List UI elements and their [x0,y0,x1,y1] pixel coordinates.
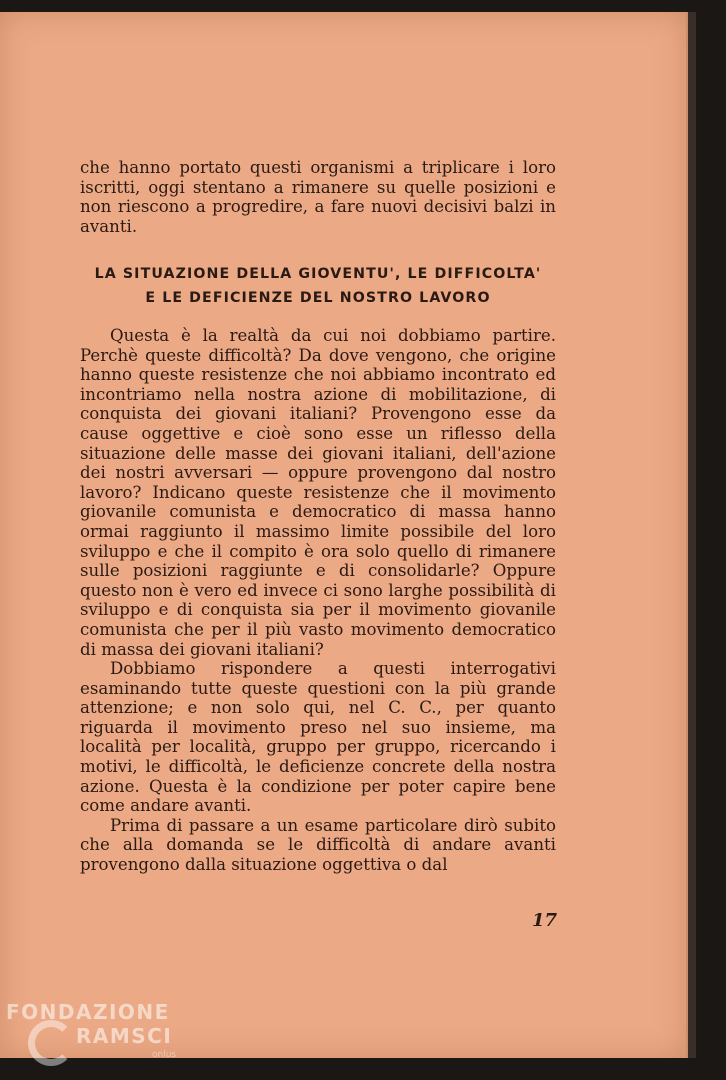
watermark-onlus: onlus [152,1050,177,1060]
body-text [80,326,556,875]
watermark-logo [6,1000,196,1070]
section-heading [80,262,556,310]
watermark-g-icon [28,1020,74,1066]
section-heading-line1: LA SITUAZIONE DELLA GIOVENTU', LE DIFFICOLTA' [94,266,542,282]
paragraph: Questa è la realtà da cui noi dobbiamo partire. Perchè queste difficoltà? Da dove vengono, che origine hanno queste resistenze che noi abbiamo incontrato ed incontriamo nella nostra azione di mobilitazione, di conquista dei giovani italiani? Provengono esse da cause oggettive e cioè sono esse un riflesso della situazione delle masse dei giovani italiani, dell'azione dei nostri avversari — oppure provengono dal nostro lavoro? Indicano queste resistenze che il movimento giovanile comunista e democratico di massa hanno ormai raggiunto il massimo limite possibile del loro sviluppo e che il compito è ora solo quello di rimanere sulle posizioni raggiunte e di consolidarle? Oppure questo non è vero ed invece ci sono larghe possibilità di sviluppo e di conquista sia per il movimento giovanile comunista che per il più vasto movimento democratico di massa dei giovani italiani? [80,326,556,659]
watermark-line1: FONDAZIONE [6,1000,170,1024]
paragraph: Dobbiamo rispondere a questi interrogativi esaminando tutte queste questioni con la più grande attenzione; e non solo qui, nel C. C., per quanto riguarda il movimento preso nel suo insieme, ma località per località, gruppo per gruppo, ricercando i motivi, le difficoltà, le deficienze concrete della nostra azione. Questa è la condizione per poter capire bene come andare avanti. [80,659,556,816]
page-number: 17 [532,910,558,931]
section-heading-line2: E LE DEFICIENZE DEL NOSTRO LAVORO [145,290,491,306]
watermark-line2: RAMSCI [76,1024,173,1048]
paragraph-continuation: che hanno portato questi organismi a triplicare i loro iscritti, oggi stentano a rimanere su quelle posizioni e non riescono a progredire, a fare nuovi decisivi balzi in avanti. [80,158,556,236]
paragraph: Prima di passare a un esame particolare dirò subito che alla domanda se le difficoltà di andare avanti provengono dalla situazione oggettiva o dal [80,815,556,875]
